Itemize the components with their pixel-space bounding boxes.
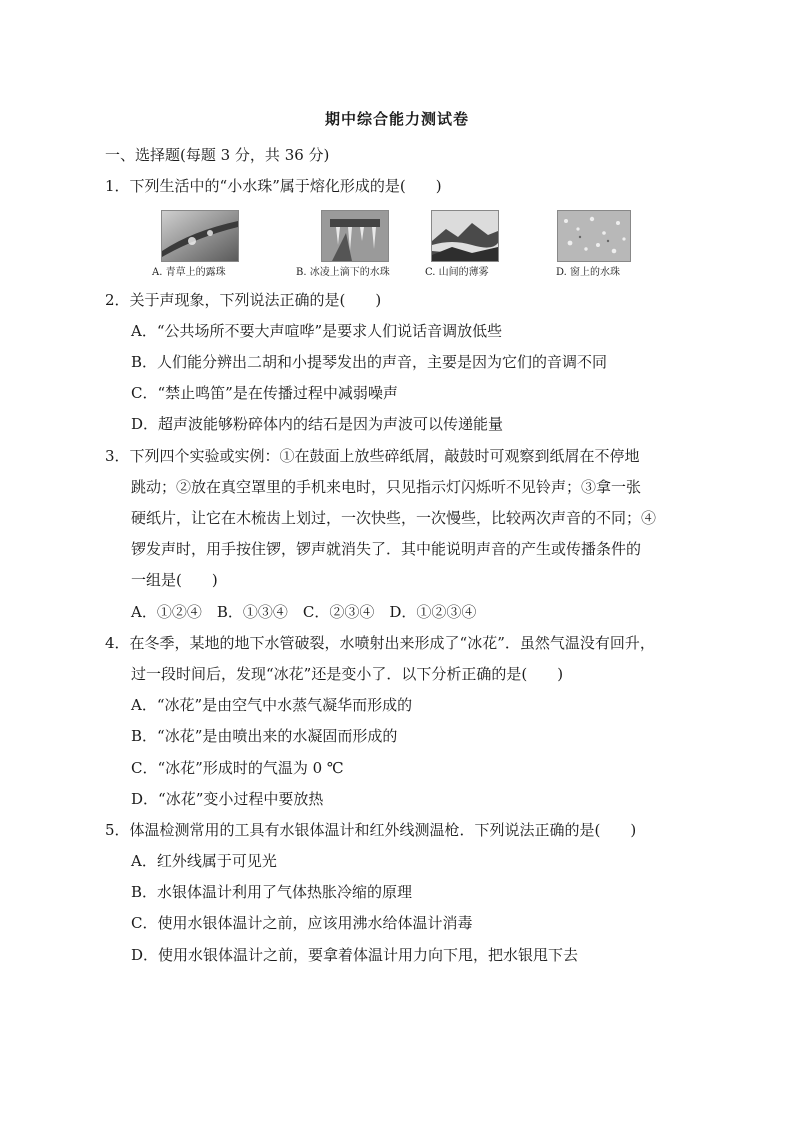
question-2-option-a: A．“公共场所不要大声喧哗”是要求人们说话音调放低些 [131, 322, 503, 340]
question-2-option-d: D．超声波能够粉碎体内的结石是因为声波可以传递能量 [131, 415, 504, 433]
question-4-stem-line-2: 过一段时间后，发现“冰花”还是变小了．以下分析正确的是( ) [131, 665, 564, 683]
caption-option-a: A. 青草上的露珠 [152, 267, 226, 278]
photo-mountain-mist [431, 210, 499, 262]
question-3-stem-line-3: 硬纸片，让它在木梳齿上划过，一次快些，一次慢些，比较两次声音的不同；④ [131, 509, 657, 527]
question-3-stem-line-2: 跳动；②放在真空罩里的手机来电时，只见指示灯闪烁听不见铃声；③拿一张 [131, 478, 642, 496]
question-4-stem-line-1: 4．在冬季，某地的地下水管破裂，水喷射出来形成了“冰花”．虽然气温没有回升， [105, 634, 655, 652]
question-3-options: A．①②④ B．①③④ C．②③④ D．①②③④ [131, 603, 477, 621]
exam-title: 期中综合能力测试卷 [324, 110, 469, 128]
caption-option-d: D. 窗上的水珠 [556, 267, 621, 278]
question-2-option-c: C．“禁止鸣笛”是在传播过程中减弱噪声 [131, 384, 398, 402]
caption-option-c: C. 山间的薄雾 [425, 267, 489, 278]
question-4-option-b: B．“冰花”是由喷出来的水凝固而形成的 [131, 727, 398, 745]
question-3-stem-line-1: 3．下列四个实验或实例：①在鼓面上放些碎纸屑，敲鼓时可观察到纸屑在不停地 [105, 447, 640, 465]
question-4-option-d: D．“冰花”变小过程中要放热 [131, 790, 324, 808]
question-1-stem: 1．下列生活中的“小水珠”属于熔化形成的是( ) [105, 177, 442, 195]
question-5-stem: 5．体温检测常用的工具有水银体温计和红外线测温枪．下列说法正确的是( ) [105, 821, 637, 839]
question-4-option-c: C．“冰花”形成时的气温为 0 ℃ [131, 759, 344, 777]
section-heading: 一、选择题(每题 3 分，共 36 分) [105, 146, 330, 164]
question-3-stem-line-5: 一组是( ) [131, 571, 218, 589]
photo-icicle-dripping [321, 210, 389, 262]
caption-option-b: B. 冰凌上滴下的水珠 [296, 267, 390, 278]
question-5-option-c: C．使用水银体温计之前，应该用沸水给体温计消毒 [131, 914, 473, 932]
question-2-stem: 2．关于声现象，下列说法正确的是( ) [105, 291, 382, 309]
photo-dew-on-grass [161, 210, 239, 262]
question-2-option-b: B．人们能分辨出二胡和小提琴发出的声音，主要是因为它们的音调不同 [131, 353, 608, 371]
question-5-option-b: B．水银体温计利用了气体热胀冷缩的原理 [131, 883, 413, 901]
question-5-option-a: A．红外线属于可见光 [131, 852, 277, 870]
photo-window-droplets [557, 210, 631, 262]
question-3-stem-line-4: 锣发声时，用手按住锣，锣声就消失了．其中能说明声音的产生或传播条件的 [131, 540, 642, 558]
question-4-option-a: A．“冰花”是由空气中水蒸气凝华而形成的 [131, 696, 413, 714]
question-5-option-d: D．使用水银体温计之前，要拿着体温计用力向下甩，把水银甩下去 [131, 946, 579, 964]
